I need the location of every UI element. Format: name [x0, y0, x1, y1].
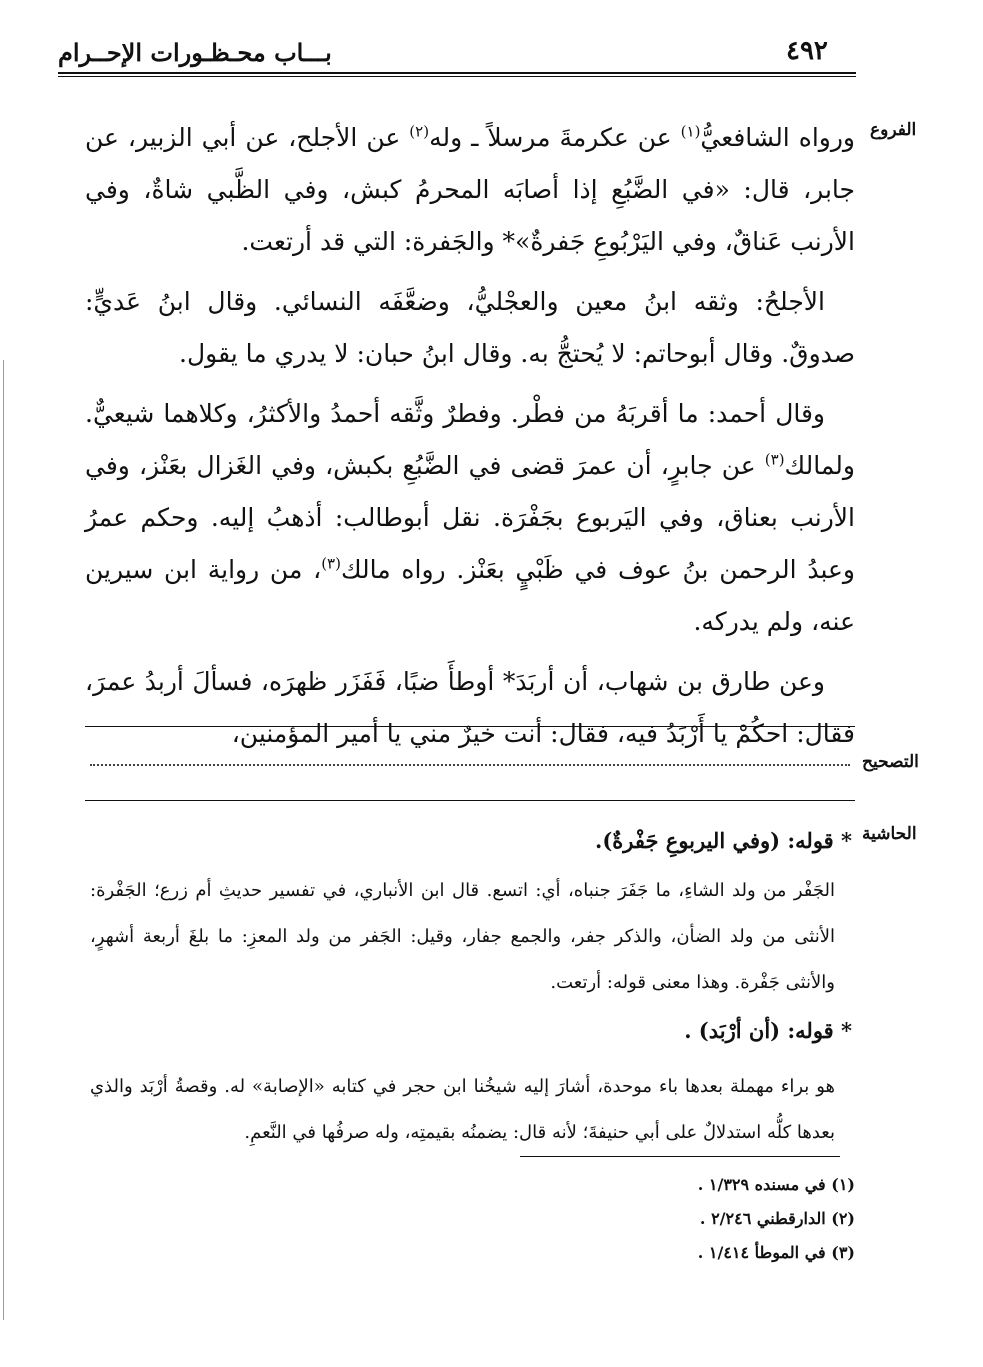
paragraph-1 — [85, 112, 855, 268]
p3-part2: عن جابرٍ، أن عمرَ قضى في الضَّبُعِ بكبش، وفي الغَزال بعَنْز، وفي الأرنب بعناق، وفي اليَربوع بجَفْرَة. نقل أبوطالب: أذهبُ إليه. وحكم عمرُ وعبدُ الرحمن بنُ عوف في ظَبْيٍ بعَنْز. رواه مالك — [85, 451, 855, 584]
p1-part3: عن الأجلح، عن أبي الزبير، عن جابر، قال: «في الضَّبُعِ إذا أصابَه المحرمُ كبش، وفي الظَّبي شاةٌ، وفي الأرنب عَناقٌ، وفي اليَرْبُوعِ جَفرةٌ»* والجَفرة: التي قد أرتعت. — [85, 123, 855, 256]
footnotes — [520, 1168, 855, 1270]
paragraph-2: الأجلحُ: وثقه ابنُ معين والعجْليُّ، وضعَّفَه النسائي. وقال ابنُ عَديٍّ: صدوقٌ. وقال أبوحاتم: لا يُحتجُّ به. وقال ابنُ حبان: لا يدري ما يقول. — [85, 287, 855, 368]
section-rule-top — [85, 726, 855, 727]
page-number: ٤٩٢ — [786, 36, 828, 66]
side-label-hashiya: الحاشية — [862, 824, 917, 844]
footnote-2: (٢) الدارقطني ٢/٢٤٦ . — [699, 1209, 855, 1228]
paragraph-3 — [85, 388, 855, 648]
footnote-ref-1[interactable]: (١) — [680, 122, 701, 141]
p3-part1: وقال أحمد: ما أقربَهُ من فطْر. وفطرٌ وثَّقه أحمدُ والأكثرُ، وكلاهما شيعيٌّ. ولمالك — [85, 399, 855, 480]
note-2-heading: * قوله: (أن أرْبَد) . — [684, 1018, 852, 1043]
paragraph-4: وعن طارق بن شهاب، أن أربَدَ* أوطأَ ضبًا، فَفَزَر ظهرَه، فسألَ أربدُ عمرَ، فقال: احكُمْ يا أَرْبَدُ فيه، فقال: أنت خيرٌ مني يا أمير المؤمنين، — [85, 667, 855, 748]
header-rule-thin — [58, 76, 856, 77]
side-label-tashih: التصحيح — [862, 752, 919, 772]
footnote-ref-2[interactable]: (٢) — [409, 122, 430, 141]
footnote-3: (٣) في الموطأ ١/٤١٤ . — [697, 1243, 855, 1262]
note-2-text: هو براء مهملة بعدها باء موحدة، أشارَ إليه شيخُنا ابن حجر في كتابه «الإصابة» له. وقصةُ أرْبَد والذي بعدها كلُّه استدلالٌ على أبي حنيفةَ؛ لأنه قال: يضمنُه بقيمتِه، وله صرفُها في النَّعمِ. — [90, 1076, 835, 1143]
tashih-dotted-line — [90, 764, 850, 766]
scan-binding-edge — [3, 360, 5, 1320]
chapter-title: بـــاب محـظـورات الإحــرام — [58, 38, 332, 67]
footnote-ref-3b[interactable]: (٣) — [321, 554, 341, 573]
p3-part3: ، من رواية ابن سيرين عنه، ولم يدركه. — [85, 555, 855, 636]
main-text — [85, 112, 855, 768]
section-rule-bottom — [85, 800, 855, 801]
side-label-furu: الفروع — [870, 120, 917, 140]
note-1-heading: * قوله: (وفي اليربوعِ جَفْرةٌ). — [595, 828, 852, 853]
note-1-text: الجَفْر من ولد الشاءِ، ما جَفَرَ جنباه، أي: اتسع. قال ابن الأنباري، في تفسير حديثِ أم زرع؛ الجَفْرة: الأنثى من ولد الضأن، والذكر جفر، والجمع جفار، وقيل: الجَفر من ولد المعزِ: ما بلغَ أربعة أشهرٍ، والأنثى جَفْرة. وهذا معنى قوله: أرتعت. — [90, 880, 835, 993]
note-2-body — [90, 1064, 835, 1156]
p1-part2: عن عكرمةَ مرسلاً ـ وله — [429, 123, 681, 152]
footnote-1: (١) في مسنده ١/٣٢٩ . — [697, 1175, 855, 1194]
p1-part1: ورواه الشافعيُّ — [700, 123, 855, 152]
footnote-ref-3a[interactable]: (٣) — [764, 450, 785, 469]
note-1-body — [90, 868, 835, 1006]
note-underline — [520, 1156, 840, 1157]
header-rule — [58, 72, 856, 74]
